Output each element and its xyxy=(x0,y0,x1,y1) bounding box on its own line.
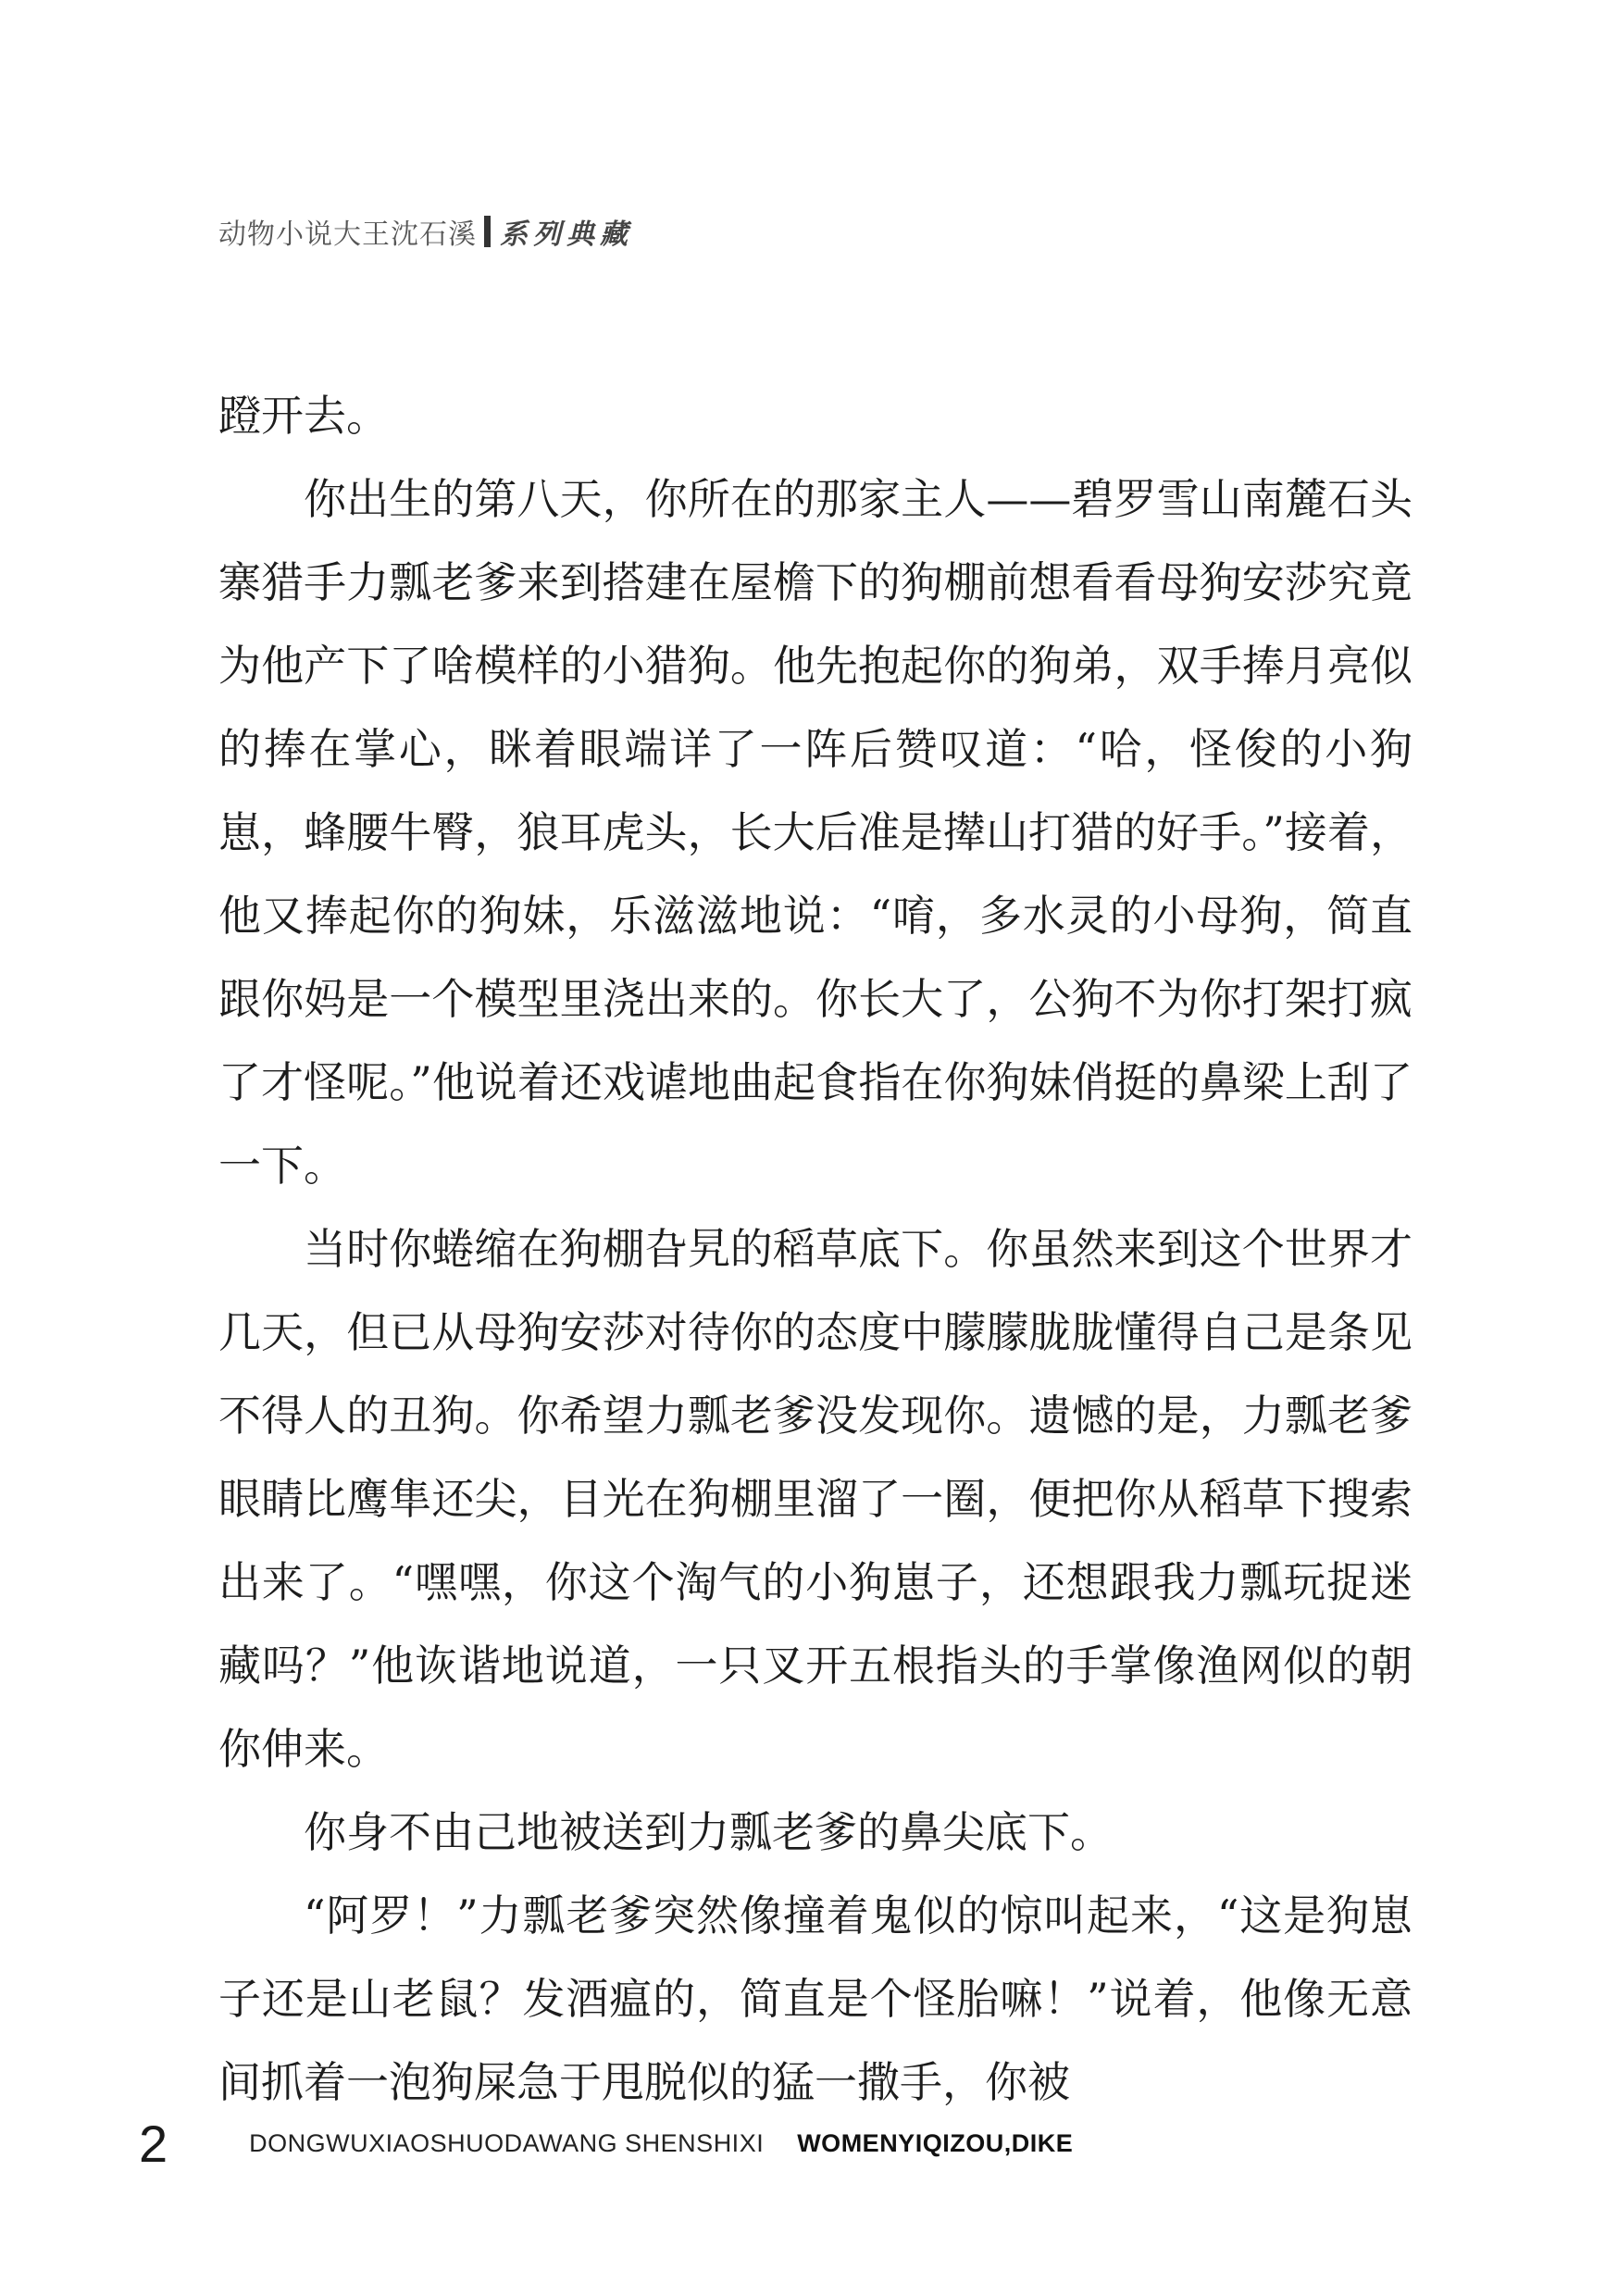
running-header xyxy=(218,211,633,252)
footer-book-name: WOMENYIQIZOU,DIKE xyxy=(797,2128,1074,2157)
paragraph: 你出生的第八天，你所在的那家主人——碧罗雪山南麓石头寨猎手力瓢老爹来到搭建在屋檐下的狗棚前想看看母狗安莎究竟为他产下了啥模样的小猎狗。他先抱起你的狗弟，双手捧月亮似的捧在掌心，眯着眼端详了一阵后赞叹道：“哈，怪俊的小狗崽，蜂腰牛臀，狼耳虎头，长大后准是撵山打猎的好手。”接着，他又捧起你的狗妹，乐滋滋地说：“唷，多水灵的小母狗，简直跟你妈是一个模型里浇出来的。你长大了，公狗不为你打架打疯了才怪呢。”他说着还戏谑地曲起食指在你狗妹俏挺的鼻梁上刮了一下。 xyxy=(218,474,1413,1191)
series-label: 系列典藏 xyxy=(500,218,633,251)
header-divider-bar xyxy=(484,216,491,247)
running-footer xyxy=(139,2111,1435,2176)
paragraph: “阿罗！”力瓢老爹突然像撞着鬼似的惊叫起来，“这是狗崽子还是山老鼠？发酒瘟的，简直是个怪胎嘛！”说着，他像无意间抓着一泡狗屎急于甩脱似的猛一撒手，你被 xyxy=(218,1890,1413,2107)
footer-running-title: DONGWUXIAOSHUODAWANG SHENSHIXI xyxy=(249,2128,765,2157)
page-number: 2 xyxy=(139,2114,168,2173)
body-text xyxy=(218,374,1413,2124)
paragraph: 当时你蜷缩在狗棚旮旯的稻草底下。你虽然来到这个世界才几天，但已从母狗安莎对待你的态度中朦朦胧胧懂得自己是条见不得人的丑狗。你希望力瓢老爹没发现你。遗憾的是，力瓢老爹眼睛比鹰隼还尖，目光在狗棚里溜了一圈，便把你从稻草下搜索出来了。“嘿嘿，你这个淘气的小狗崽子，还想跟我力瓢玩捉迷藏吗？”他诙谐地说道，一只叉开五根指头的手掌像渔网似的朝你伸来。 xyxy=(218,1224,1413,1774)
paragraph-continuation: 蹬开去。 xyxy=(218,391,389,441)
book-series-title: 动物小说大王沈石溪 xyxy=(218,218,477,251)
paragraph: 你身不由己地被送到力瓢老爹的鼻尖底下。 xyxy=(304,1807,1113,1857)
